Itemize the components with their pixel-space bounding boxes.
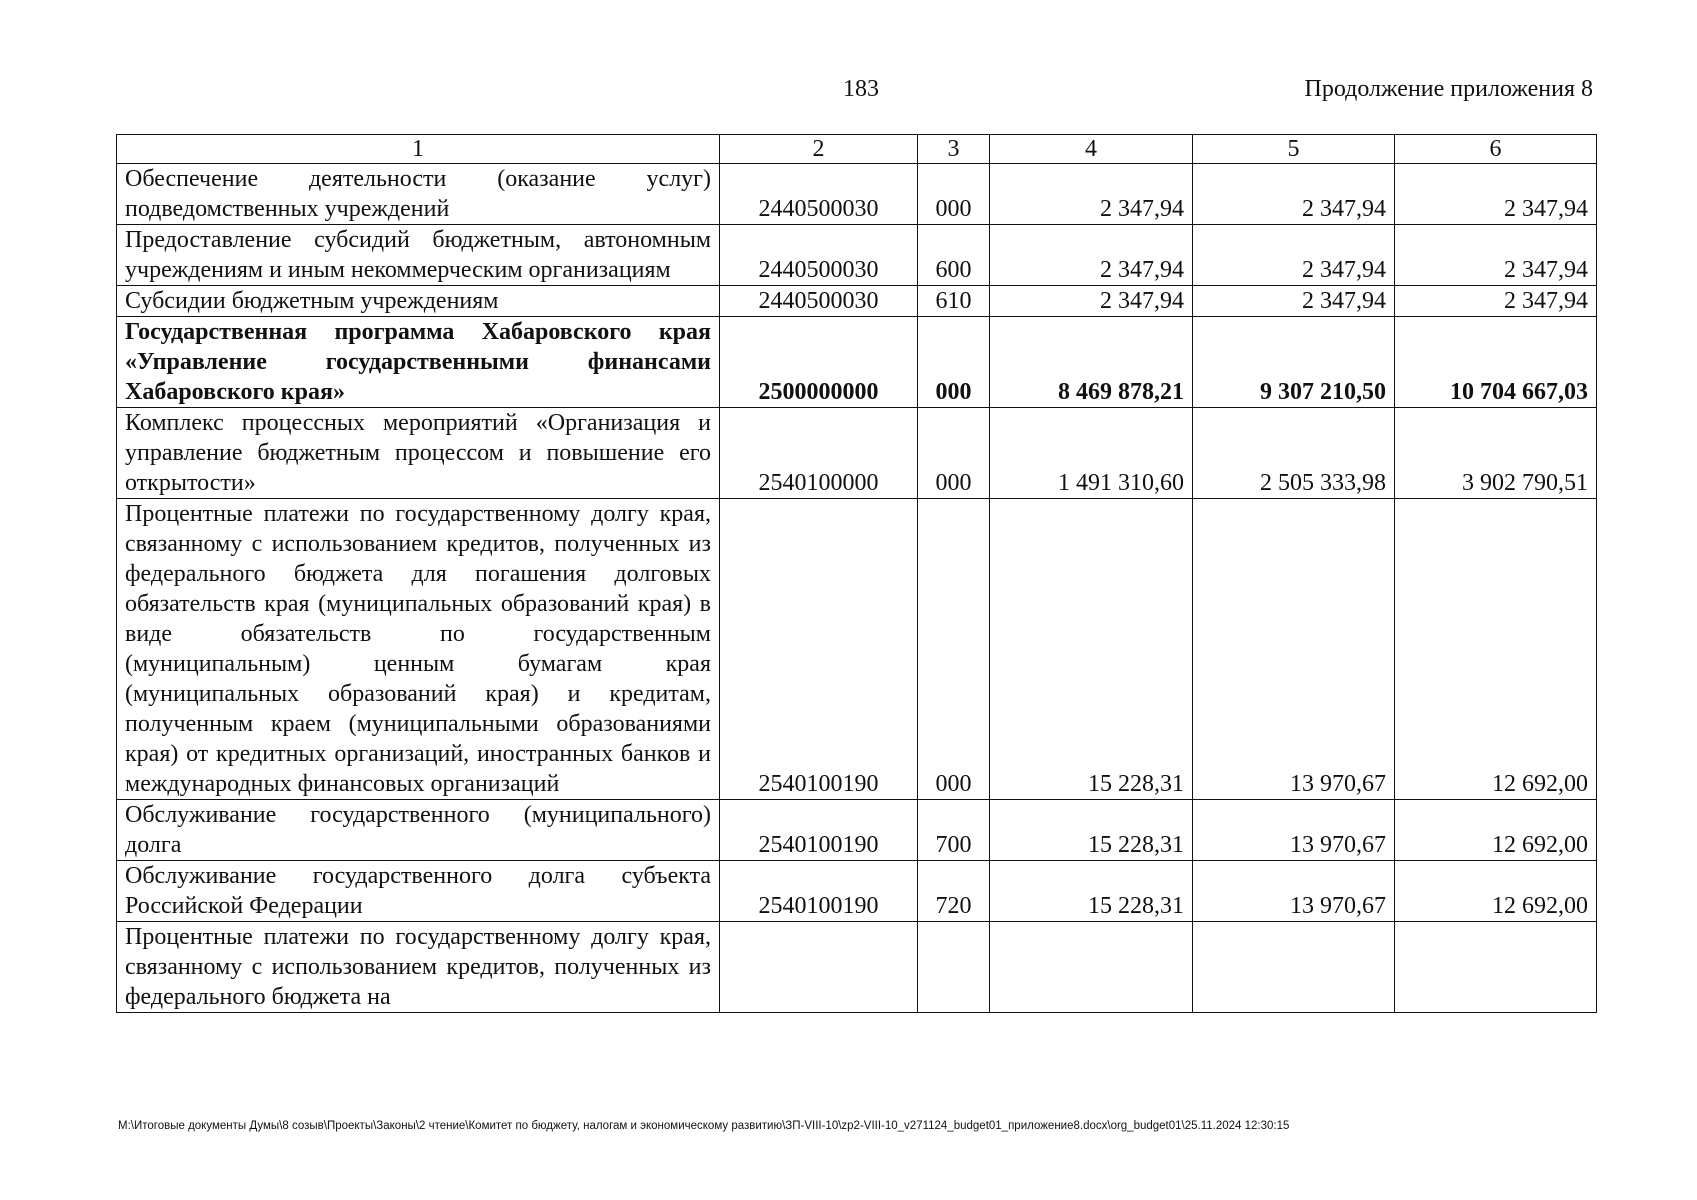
column-header: 5 — [1193, 135, 1395, 164]
target-article-code: 2440500030 — [720, 225, 918, 286]
program-row — [117, 317, 1597, 408]
amount-col6: 2 347,94 — [1395, 225, 1597, 286]
table-row-continued — [117, 922, 1597, 1013]
row-description: Субсидии бюджетным учреждениям — [117, 286, 720, 317]
column-header: 1 — [117, 135, 720, 164]
column-header: 6 — [1395, 135, 1597, 164]
row-description: Процентные платежи по государственному долгу края, связанному с использованием кредитов, полученных из федерального бюджета для погашения долговых обязательств края (муниципальных образований края) в виде обязательств по государственным (муниципальным) ценным бумагам края (муниципальных образований края) и кредитам, полученным краем (муниципальными образованиями края) от кредитных организаций, иностранных банков и международных финансовых организаций — [117, 499, 720, 800]
table-row — [117, 164, 1597, 225]
amount-col5: 2 347,94 — [1193, 164, 1395, 225]
amount-col4: 15 228,31 — [990, 861, 1193, 922]
target-article-code: 2540100190 — [720, 861, 918, 922]
row-description: Обслуживание государственного долга субъекта Российской Федерации — [117, 861, 720, 922]
amount-col5: 9 307 210,50 — [1193, 317, 1395, 408]
expense-type-code: 000 — [918, 317, 990, 408]
column-header: 2 — [720, 135, 918, 164]
amount-col4: 1 491 310,60 — [990, 408, 1193, 499]
column-header: 4 — [990, 135, 1193, 164]
table-row — [117, 499, 1597, 800]
table-row — [117, 286, 1597, 317]
amount-col6: 2 347,94 — [1395, 286, 1597, 317]
expense-type-code: 700 — [918, 800, 990, 861]
amount-col5: 2 505 333,98 — [1193, 408, 1395, 499]
page-number: 183 — [843, 76, 879, 102]
row-description: Предоставление субсидий бюджетным, автономным учреждениям и иным некоммерческим организациям — [117, 225, 720, 286]
amount-col4: 8 469 878,21 — [990, 317, 1193, 408]
expense-type-code: 000 — [918, 164, 990, 225]
amount-col6 — [1395, 922, 1597, 1013]
row-description: Обслуживание государственного (муниципального) долга — [117, 800, 720, 861]
target-article-code: 2440500030 — [720, 286, 918, 317]
expense-type-code: 000 — [918, 408, 990, 499]
amount-col4 — [990, 922, 1193, 1013]
expense-type-code: 000 — [918, 499, 990, 800]
expense-type-code: 720 — [918, 861, 990, 922]
table-row — [117, 225, 1597, 286]
header-row — [117, 135, 1597, 164]
expense-type-code — [918, 922, 990, 1013]
target-article-code: 2440500030 — [720, 164, 918, 225]
footer-file-path: M:\Итоговые документы Думы\8 созыв\Проекты\Законы\2 чтение\Комитет по бюджету, налогам и экономическому развитию\ЗП-VIII-10\zp2-VIII-10_v271124_budget01_приложение8.docx\org_budget01\25.11.2024 12:30:15 — [118, 1120, 1290, 1132]
target-article-code: 2500000000 — [720, 317, 918, 408]
table-row — [117, 408, 1597, 499]
amount-col6: 12 692,00 — [1395, 861, 1597, 922]
target-article-code: 2540100190 — [720, 499, 918, 800]
table-row — [117, 800, 1597, 861]
expense-type-code: 610 — [918, 286, 990, 317]
amount-col4: 2 347,94 — [990, 286, 1193, 317]
amount-col5 — [1193, 922, 1395, 1013]
amount-col5: 2 347,94 — [1193, 286, 1395, 317]
amount-col6: 12 692,00 — [1395, 800, 1597, 861]
table-row — [117, 861, 1597, 922]
amount-col5: 13 970,67 — [1193, 499, 1395, 800]
amount-col6: 2 347,94 — [1395, 164, 1597, 225]
amount-col4: 2 347,94 — [990, 164, 1193, 225]
amount-col4: 15 228,31 — [990, 800, 1193, 861]
row-description: Государственная программа Хабаровского края «Управление государственными финансами Хабаровского края» — [117, 317, 720, 408]
budget-table — [116, 134, 1597, 1013]
row-description: Процентные платежи по государственному долгу края, связанному с использованием кредитов, полученных из федерального бюджета на — [117, 922, 720, 1013]
expense-type-code: 600 — [918, 225, 990, 286]
target-article-code — [720, 922, 918, 1013]
amount-col4: 15 228,31 — [990, 499, 1193, 800]
row-description: Обеспечение деятельности (оказание услуг) подведомственных учреждений — [117, 164, 720, 225]
amount-col6: 3 902 790,51 — [1395, 408, 1597, 499]
amount-col5: 13 970,67 — [1193, 800, 1395, 861]
appendix-title: Продолжение приложения 8 — [1304, 76, 1593, 102]
row-description: Комплекс процессных мероприятий «Организация и управление бюджетным процессом и повышение его открытости» — [117, 408, 720, 499]
amount-col5: 2 347,94 — [1193, 225, 1395, 286]
amount-col6: 10 704 667,03 — [1395, 317, 1597, 408]
amount-col6: 12 692,00 — [1395, 499, 1597, 800]
target-article-code: 2540100000 — [720, 408, 918, 499]
target-article-code: 2540100190 — [720, 800, 918, 861]
amount-col5: 13 970,67 — [1193, 861, 1395, 922]
column-header: 3 — [918, 135, 990, 164]
amount-col4: 2 347,94 — [990, 225, 1193, 286]
